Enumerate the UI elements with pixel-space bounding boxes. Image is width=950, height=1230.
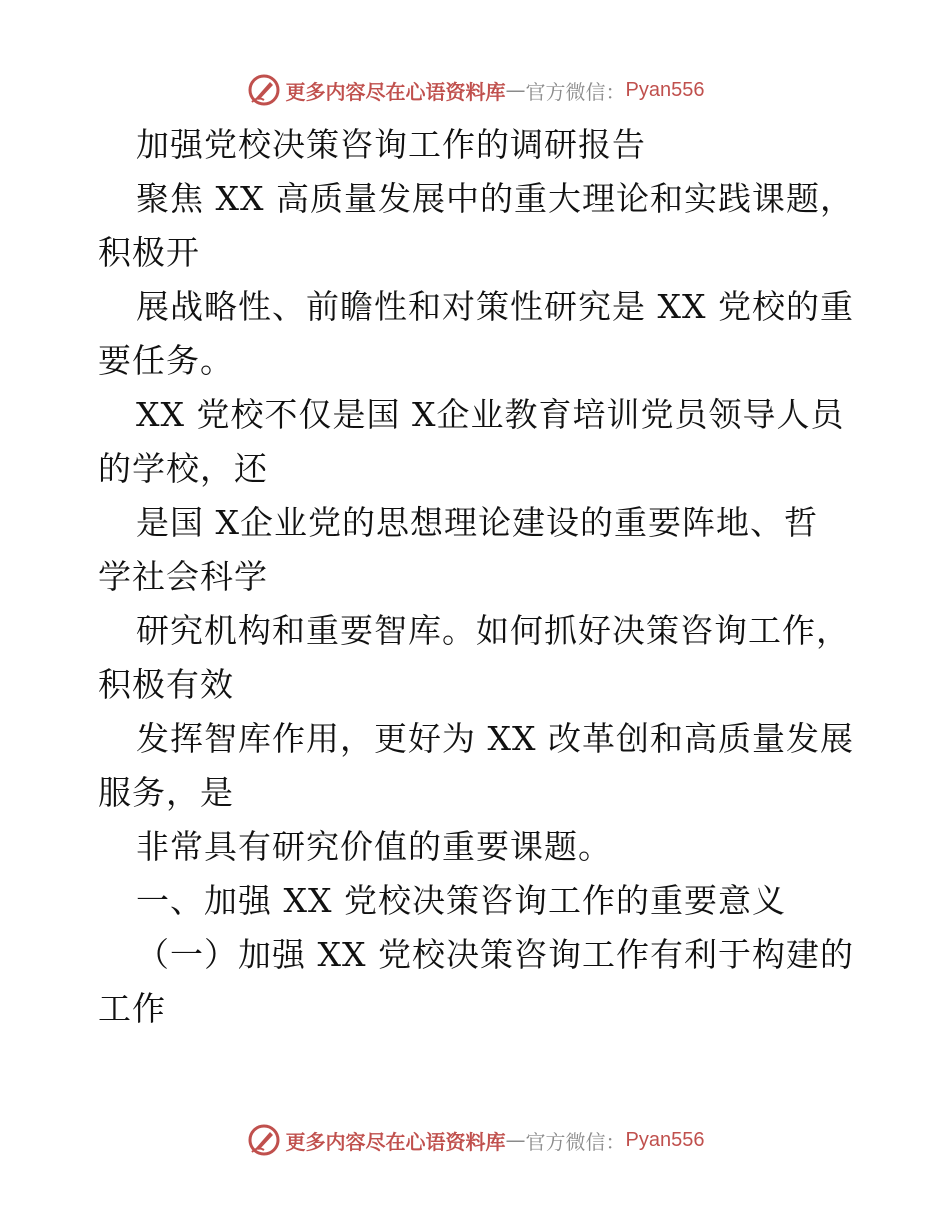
text-line: 积极有效 [98,665,234,704]
banner-wechat-label: 官方微信： [525,1129,626,1154]
text-line: 一、加强 XX 党校决策咨询工作的重要意义 [136,881,786,920]
banner-separator: — [505,1128,526,1152]
banner-wechat-label: 官方微信： [525,79,626,104]
banner-promo-text: 更多内容尽在心语资料库 [285,79,506,104]
pen-logo-icon [246,1122,282,1158]
text-line: 研究机构和重要智库。如何抓好决策咨询工作， [136,611,850,650]
footer-watermark-banner [0,1118,950,1162]
banner-wechat-id: Pyan556 [625,78,705,101]
text-line: （一）加强 XX 党校决策咨询工作有利于构建的 [136,935,854,974]
text-line: 非常具有研究价值的重要课题。 [136,827,612,866]
text-line: 的学校，还 [98,449,268,488]
text-line: 服务，是 [98,773,234,812]
text-line: 积极开 [98,233,200,272]
text-line: 展战略性、前瞻性和对策性研究是 XX 党校的重 [136,287,854,326]
text-line: 加强党校决策咨询工作的调研报告 [136,125,646,164]
document-body [98,118,858,1036]
text-line: 是国 X企业党的思想理论建设的重要阵地、哲 [136,503,818,542]
banner-wechat-id: Pyan556 [625,1128,705,1151]
text-line: 工作 [98,989,166,1028]
text-line: XX 党校不仅是国 X企业教育培训党员领导人员 [136,395,845,434]
banner-separator: — [505,78,526,102]
text-line: 发挥智库作用，更好为 XX 改革创和高质量发展 [136,719,854,758]
text-line: 学社会科学 [98,557,268,596]
text-line: 聚焦 XX 高质量发展中的重大理论和实践课题， [136,179,854,218]
text-line: 要任务。 [98,341,234,380]
banner-promo-text: 更多内容尽在心语资料库 [285,1129,506,1154]
pen-logo-icon [246,72,282,108]
header-watermark-banner [0,68,950,112]
